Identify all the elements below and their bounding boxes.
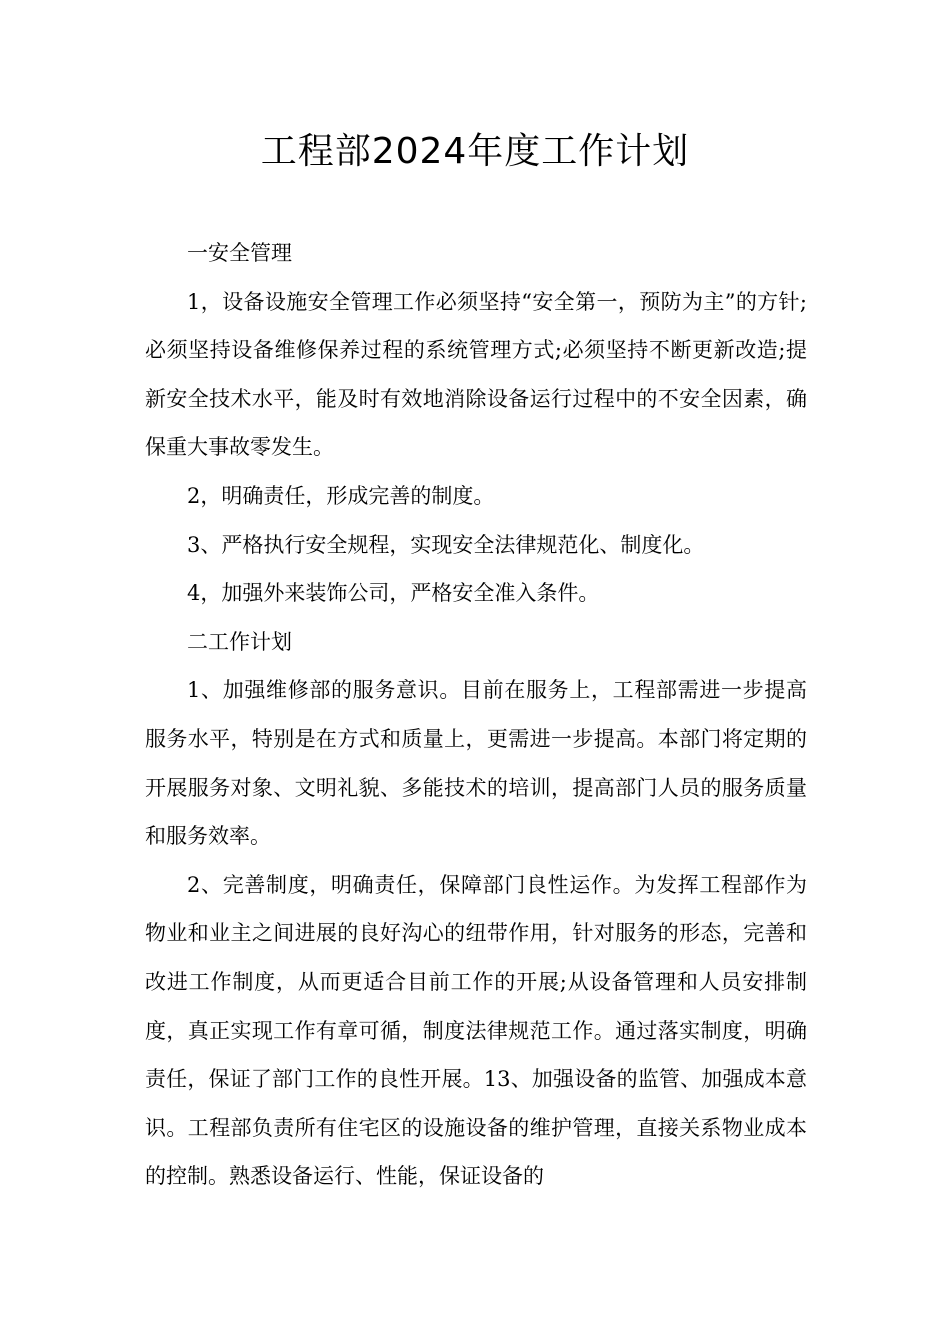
paragraph: 2，明确责任，形成完善的制度。 (187, 483, 495, 508)
paragraph: 1、加强维修部的服务意识。目前在服务上，工程部需进一步提高服务水平，特别是在方式和质量上，更需进一步提高。本部门将定期的开展服务对象、文明礼貌、多能技术的培训，提高部门人员的服务质量和服务效率。 (145, 678, 807, 849)
paragraph: 4，加强外来装饰公司，严格安全准入条件。 (187, 581, 600, 606)
document-title: 工程部2024年度工作计划 (260, 131, 690, 172)
section-heading-work-plan: 二工作计划 (187, 629, 292, 654)
paragraph: 3、严格执行安全规程，实现安全法律规范化、制度化。 (187, 532, 705, 557)
section-heading-safety: 一安全管理 (187, 241, 292, 265)
paragraph: 2、完善制度，明确责任，保障部门良性运作。为发挥工程部作为物业和业主之间进展的良好沟心的纽带作用，针对服务的形态，完善和改进工作制度，从而更适合目前工作的开展;从设备管理和人员安排制度，真正实现工作有章可循，制度法律规范工作。通过落实制度，明确责任，保证了部门工作的良性开展。13、加强设备的监管、加强成本意识。工程部负责所有住宅区的设施设备的维护管理，直接关系物业成本的控制。熟悉设备运行、性能，保证设备的 (145, 872, 807, 1189)
paragraph: 1，设备设施安全管理工作必须坚持“安全第一，预防为主”的方针;必须坚持设备维修保养过程的系统管理方式;必须坚持不断更新改造;提新安全技术水平，能及时有效地消除设备运行过程中的不安全因素，确保重大事故零发生。 (145, 289, 807, 460)
document-body (145, 229, 807, 1201)
